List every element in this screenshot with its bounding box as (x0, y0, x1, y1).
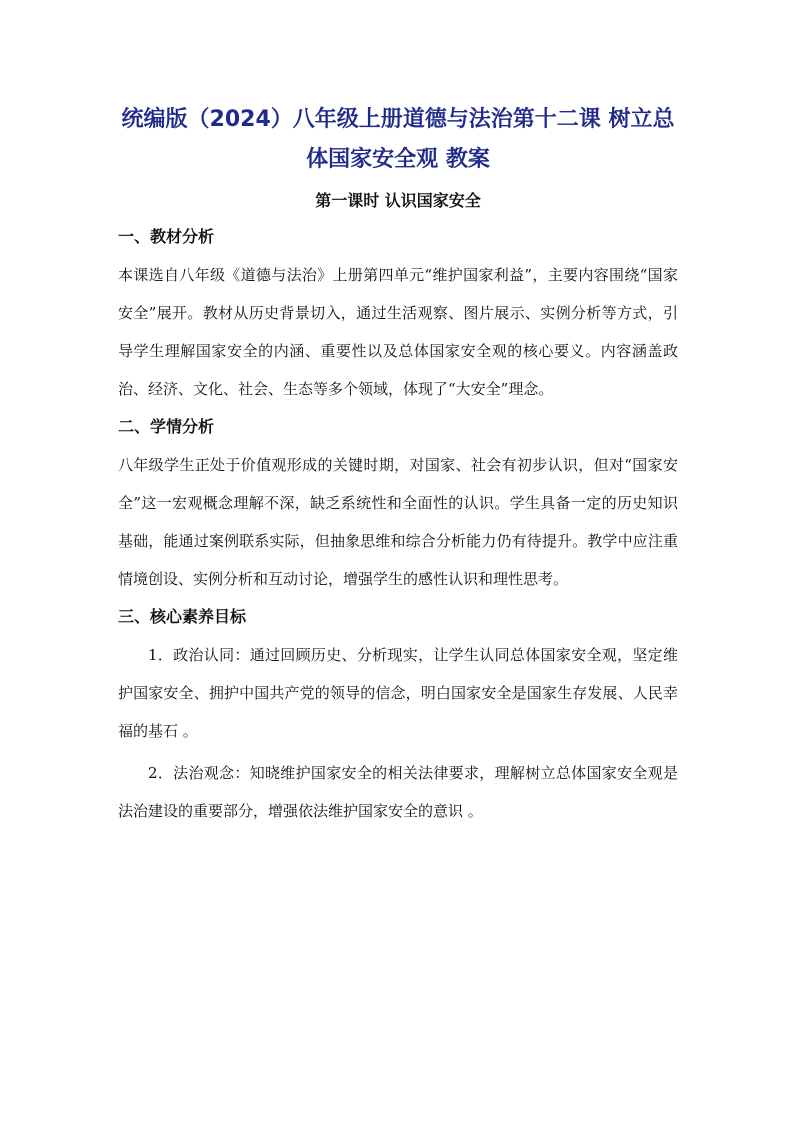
goal-item-political-identity: 1．政治认同：通过回顾历史、分析现实，让学生认同总体国家安全观，坚定维护国家安全、拥护中国共产党的领导的信念，明白国家安全是国家生存发展、人民幸福的基石 。 (118, 646, 678, 740)
section-heading: 二、学情分析 (118, 417, 215, 436)
section-paragraph: 八年级学生正处于价值观形成的关键时期，对国家、社会有初步认识，但对“国家安全”这一宏观概念理解不深，缺乏系统性和全面性的认识。学生具备一定的历史知识基础，能通过案例联系实际，但抽象思维和综合分析能力仍有待提升。教学中应注重情境创设、实例分析和互动讨论，增强学生的感性认识和理性思考。 (118, 456, 678, 588)
section-core-literacy-goals (118, 604, 678, 830)
section-textbook-analysis (118, 224, 678, 408)
document-body (118, 100, 678, 834)
goal-item-rule-of-law: 2．法治观念：知晓维护国家安全的相关法律要求，理解树立总体国家安全观是法治建设的重要部分，增强依法维护国家安全的意识 。 (118, 764, 678, 820)
page-title: 统编版（2024）八年级上册道德与法治第十二课 树立总体国家安全观 教案 (121, 107, 675, 172)
section-heading: 三、核心素养目标 (118, 607, 247, 626)
section-paragraph: 本课选自八年级《道德与法治》上册第四单元“维护国家利益”，主要内容围绕“国家安全”展开。教材从历史背景切入，通过生活观察、图片展示、实例分析等方式，引导学生理解国家安全的内涵、重要性以及总体国家安全观的核心要义。内容涵盖政治、经济、文化、社会、生态等多个领域，体现了“大安全”理念。 (118, 266, 678, 398)
section-heading: 一、教材分析 (118, 227, 215, 246)
lesson-subtitle: 第一课时 认识国家安全 (315, 191, 481, 210)
section-student-analysis (118, 414, 678, 598)
